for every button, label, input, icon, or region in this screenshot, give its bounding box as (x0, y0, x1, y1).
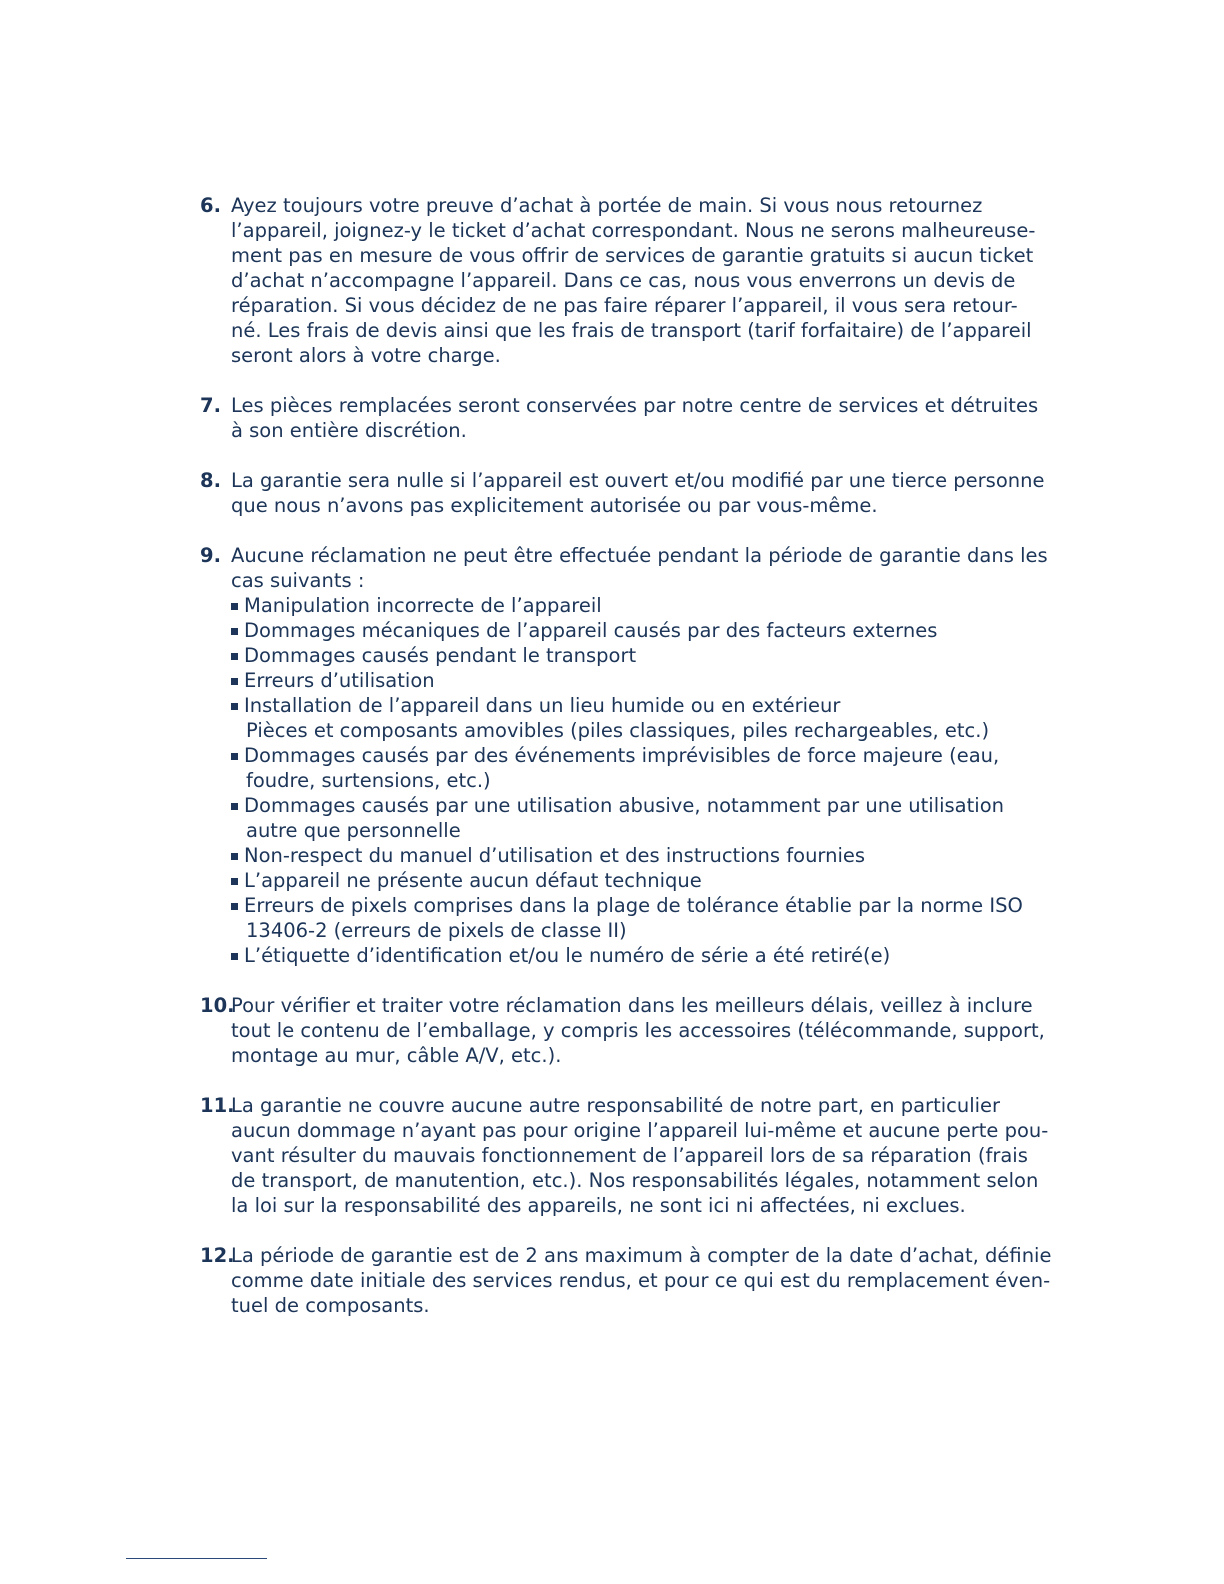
item-text-line: montage au mur, câble A/V, etc.). (231, 1044, 562, 1067)
list-item: Dommages causés par une utilisation abusive, notamment par une utilisation autre que personnelle (231, 793, 1060, 843)
square-bullet-icon (231, 678, 238, 685)
item-text-line: Aucune réclamation ne peut être effectuée pendant la période de garantie dans les (231, 544, 1048, 567)
square-bullet-icon (231, 628, 238, 635)
terms-item-7 (200, 393, 1060, 443)
square-bullet-icon (231, 653, 238, 660)
footer-divider (126, 1558, 267, 1559)
square-bullet-icon (231, 803, 238, 810)
square-bullet-icon (231, 853, 238, 860)
list-item: Non-respect du manuel d’utilisation et des instructions fournies (231, 843, 1060, 868)
item-number: 12. (200, 1244, 235, 1267)
item-text-line: seront alors à votre charge. (231, 344, 501, 367)
item-text-line: La garantie sera nulle si l’appareil est ouvert et/ou modifié par une tierce personne (231, 469, 1045, 492)
item-text-line: la loi sur la responsabilité des appareils, ne sont ici ni affectées, ni exclues. (231, 1194, 966, 1217)
item-text-line: Les pièces remplacées seront conservées par notre centre de services et détruites (231, 394, 1039, 417)
item-text-line: l’appareil, joignez-y le ticket d’achat correspondant. Nous ne serons malheureuse- (231, 219, 1036, 242)
item-text-line: Ayez toujours votre preuve d’achat à portée de main. Si vous nous retournez (231, 194, 983, 217)
list-item: Dommages mécaniques de l’appareil causés par des facteurs externes (231, 618, 1060, 643)
terms-item-11 (200, 1093, 1060, 1218)
item-number: 9. (200, 544, 221, 567)
warranty-terms-list (200, 193, 1060, 1343)
item-text-line: ment pas en mesure de vous offrir de services de garantie gratuits si aucun ticket (231, 244, 1034, 267)
item-number: 8. (200, 469, 221, 492)
list-item: L’étiquette d’identification et/ou le numéro de série a été retiré(e) (231, 943, 1060, 968)
square-bullet-icon (231, 953, 238, 960)
exclusions-list (231, 593, 1060, 968)
list-item: Erreurs de pixels comprises dans la plage de tolérance établie par la norme ISO 13406-2 (erreurs de pixels de classe II) (231, 893, 1060, 943)
item-text-line: vant résulter du mauvais fonctionnement de l’appareil lors de sa réparation (frais (231, 1144, 1028, 1167)
item-text-line: à son entière discrétion. (231, 419, 467, 442)
list-item: Manipulation incorrecte de l’appareil (231, 593, 1060, 618)
list-item: Pièces et composants amovibles (piles classiques, piles rechargeables, etc.) (246, 719, 990, 742)
list-item: Dommages causés pendant le transport (231, 643, 1060, 668)
item-text-line: tuel de composants. (231, 1294, 430, 1317)
item-text-line: La garantie ne couvre aucune autre responsabilité de notre part, en particulier (231, 1094, 1001, 1117)
terms-item-6 (200, 193, 1060, 368)
item-text-line: La période de garantie est de 2 ans maximum à compter de la date d’achat, définie (231, 1244, 1052, 1267)
square-bullet-icon (231, 753, 238, 760)
square-bullet-icon (231, 603, 238, 610)
item-number: 6. (200, 194, 221, 217)
item-text-line: tout le contenu de l’emballage, y compris les accessoires (télécommande, support, (231, 1019, 1045, 1042)
item-text-line: né. Les frais de devis ainsi que les frais de transport (tarif forfaitaire) de l’appareil (231, 319, 1032, 342)
square-bullet-icon (231, 903, 238, 910)
terms-item-9 (200, 543, 1060, 968)
terms-item-12 (200, 1243, 1060, 1318)
square-bullet-icon (231, 703, 238, 710)
item-text-line: aucun dommage n’ayant pas pour origine l’appareil lui-même et aucune perte pou- (231, 1119, 1049, 1142)
item-text-line: réparation. Si vous décidez de ne pas faire réparer l’appareil, il vous sera retour- (231, 294, 1018, 317)
item-text-line: comme date initiale des services rendus, et pour ce qui est du remplacement éven- (231, 1269, 1051, 1292)
list-item: Dommages causés par des événements imprévisibles de force majeure (eau, foudre, surtensions, etc.) (231, 743, 1060, 793)
item-text-line: cas suivants : (231, 569, 365, 592)
item-text-line: Pour vérifier et traiter votre réclamation dans les meilleurs délais, veillez à inclure (231, 994, 1033, 1017)
item-text-line: d’achat n’accompagne l’appareil. Dans ce cas, nous vous enverrons un devis de (231, 269, 1016, 292)
item-number: 7. (200, 394, 221, 417)
item-number: 11. (200, 1094, 235, 1117)
item-text-line: que nous n’avons pas explicitement autorisée ou par vous-même. (231, 494, 878, 517)
list-item: Installation de l’appareil dans un lieu humide ou en extérieur (231, 693, 1060, 718)
item-number: 10. (200, 994, 235, 1017)
square-bullet-icon (231, 878, 238, 885)
terms-item-8 (200, 468, 1060, 518)
list-item: L’appareil ne présente aucun défaut technique (231, 868, 1060, 893)
item-text-line: de transport, de manutention, etc.). Nos responsabilités légales, notamment selon (231, 1169, 1039, 1192)
terms-item-10 (200, 993, 1060, 1068)
list-item: Erreurs d’utilisation (231, 668, 1060, 693)
